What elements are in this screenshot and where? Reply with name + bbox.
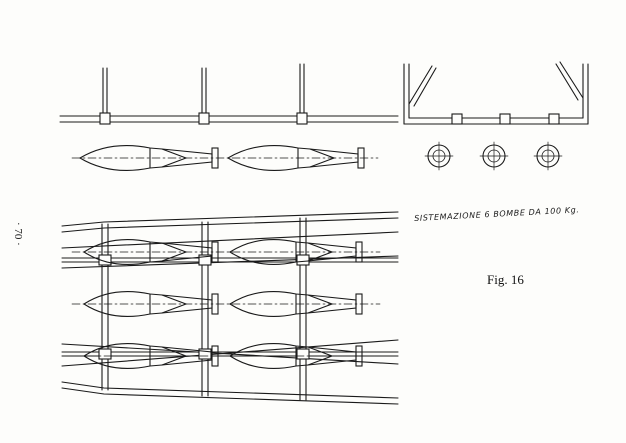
plan-bombs [72, 240, 380, 369]
bomb-end-1 [425, 142, 453, 170]
drawing-caption: SISTEMAZIONE 6 BOMBE DA 100 Kg. [414, 205, 580, 223]
bombs-end-view [425, 142, 562, 170]
bomb-end-3 [534, 142, 562, 170]
top-bombs-side-view [72, 146, 378, 171]
plan-bomb-row-2 [72, 292, 380, 317]
figure-label: Fig. 16 [487, 272, 524, 287]
end-view-frame [404, 62, 588, 124]
page-number: · 70 · [12, 222, 24, 246]
top-frame-elevation [60, 64, 398, 124]
plan-bomb-row-1 [72, 240, 380, 265]
bomb-end-2 [480, 142, 508, 170]
